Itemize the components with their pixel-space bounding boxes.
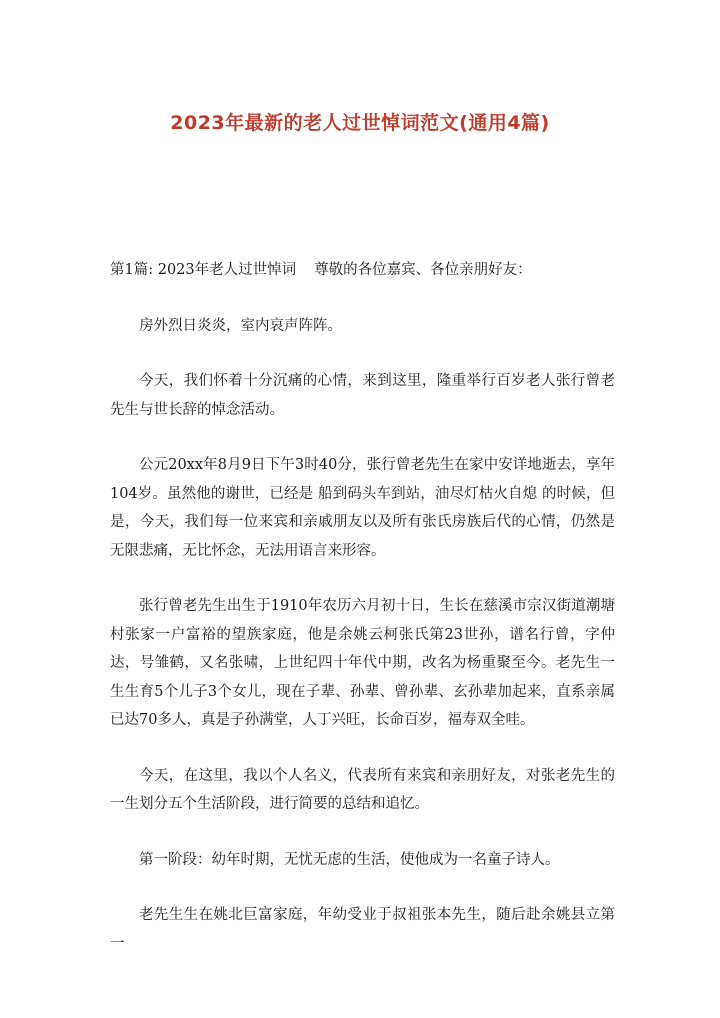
paragraph: 张行曾老先生出生于1910年农历六月初十日，生长在慈溪市宗汉街道潮塘村张家一户富裕的望族家庭，他是余姚云柯张氏第23世孙，谱名行曾，字仲达，号雏鹤，又名张啸，上世纪四十年代中期，改名为杨重聚至今。老先生一生生育5个儿子3个女儿，现在子辈、孙辈、曾孙辈、玄孙辈加起来，直系亲属已达70多人，真是子孙满堂，人丁兴旺，长命百岁，福寿双全哇。: [110, 598, 615, 728]
intro-greeting: 尊敬的各位嘉宾、各位亲朋好友：: [314, 262, 532, 278]
intro-label: 第1篇: 2023年老人过世悼词: [110, 262, 297, 278]
document-body: [110, 256, 615, 985]
paragraph: 今天，在这里，我以个人名义，代表所有来宾和亲朋好友，对张老先生的一生划分五个生活阶段，进行简要的总结和追忆。: [110, 767, 615, 812]
paragraph: 第一阶段：幼年时期，无忧无虑的生活，使他成为一名童子诗人。: [139, 851, 560, 868]
paragraph: 今天，我们怀着十分沉痛的心情，来到这里，隆重举行百岁老人张行曾老先生与世长辞的悼念活动。: [110, 373, 615, 418]
intro-line: [110, 256, 615, 285]
paragraph: 房外烈日炎炎，室内哀声阵阵。: [139, 317, 342, 334]
paragraph: 公元20xx年8月9日下午3时40分，张行曾老先生在家中安详地逝去，享年104岁。虽然他的谢世，已经是 船到码头车到站，油尽灯枯火自熄 的时候，但是，今天，我们每一位来宾和亲戚朋友以及所有张氏房族后代的心情，仍然是无限悲痛，无比怀念，无法用语言来形容。: [110, 457, 615, 559]
document-title: 2023年最新的老人过世悼词范文(通用4篇): [170, 112, 550, 134]
paragraph: 老先生生在姚北巨富家庭，年幼受业于叔祖张本先生，随后赴余姚县立第一: [110, 907, 615, 952]
